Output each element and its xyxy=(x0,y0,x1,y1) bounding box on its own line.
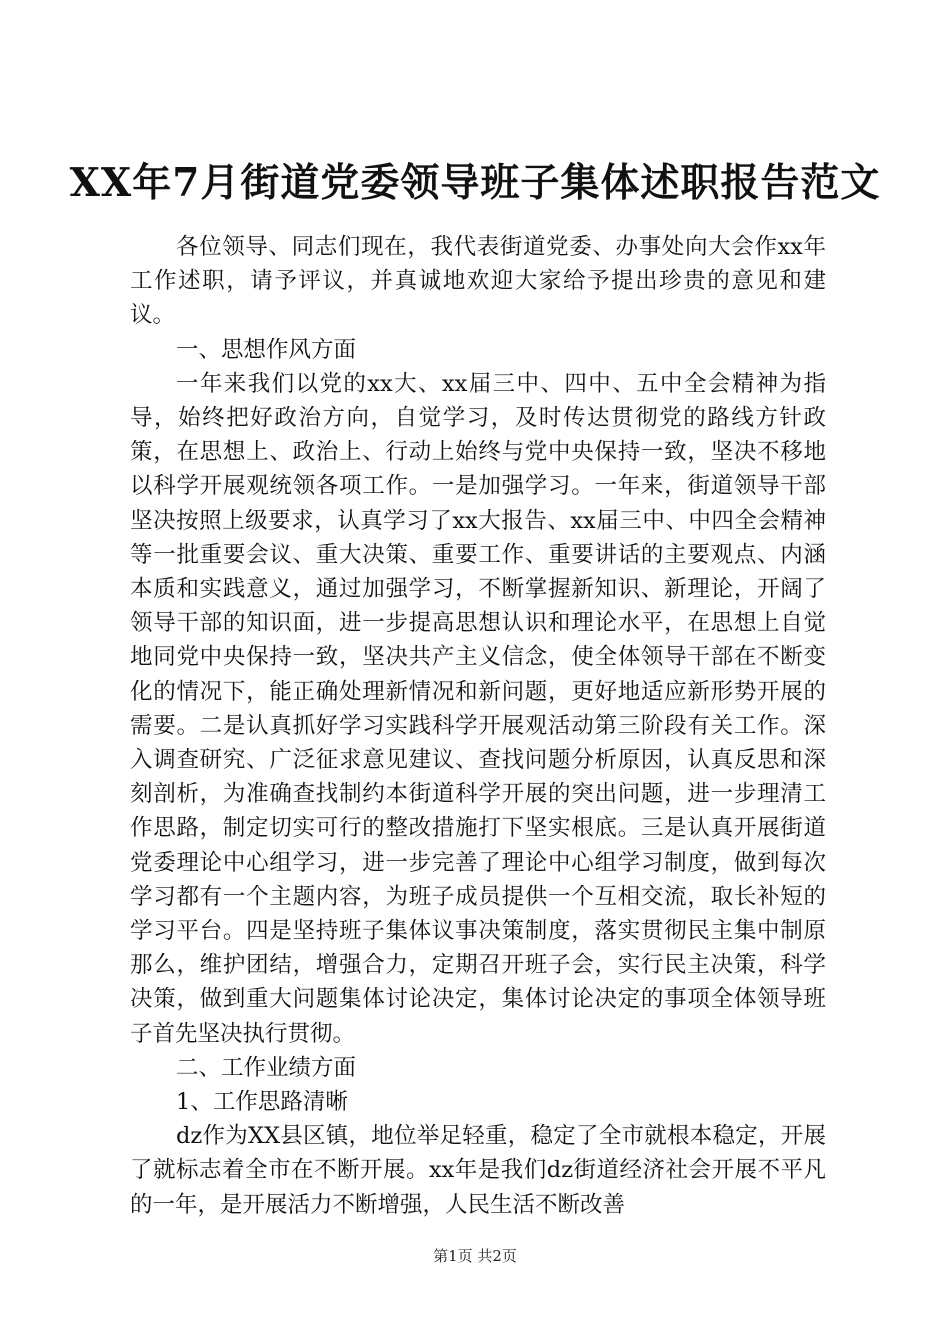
paragraph-intro: 各位领导、同志们现在，我代表街道党委、办事处向大会作xx年工作述职，请予评议，并真诚地欢迎大家给予提出珍贵的意见和建议。 xyxy=(130,234,826,329)
paragraph-section-1: 一年来我们以党的xx大、xx届三中、四中、五中全会精神为指导，始终把好政治方向，自觉学习，及时传达贯彻党的路线方针政策，在思想上、政治上、行动上始终与党中央保持一致，坚决不移地以科学开展观统领各项工作。一是加强学习。一年来，街道领导干部坚决按照上级要求，认真学习了xx大报告、xx届三中、中四全会精神等一批重要会议、重大决策、重要工作、重要讲话的主要观点、内涵本质和实践意义，通过加强学习，不断掌握新知识、新理论，开阔了领导干部的知识面，进一步提高思想认识和理论水平，在思想上自觉地同党中央保持一致，坚决共产主义信念，使全体领导干部在不断变化的情况下，能正确处理新情况和新问题，更好地适应新形势开展的需要。二是认真抓好学习实践科学开展观活动第三阶段有关工作。深入调查研究、广泛征求意见建议、查找问题分析原因，认真反思和深刻剖析，为准确查找制约本街道科学开展的突出问题，进一步理清工作思路，制定切实可行的整改措施打下坚实根底。三是认真开展街道党委理论中心组学习，进一步完善了理论中心组学习制度，做到每次学习都有一个主题内容，为班子成员提供一个互相交流，取长补短的学习平台。四是坚持班子集体议事决策制度，落实贯彻民主集中制原那么，维护团结，增强合力，定期召开班子会，实行民主决策，科学决策，做到重大问题集体讨论决定，集体讨论决定的事项全体领导班子首先坚决执行贯彻。 xyxy=(130,370,826,1047)
page-footer: 第1页 共2页 xyxy=(433,1247,517,1265)
document-title: XX年7月街道党委领导班子集体述职报告范文 xyxy=(69,160,881,206)
section-heading-1: 一、思想作风方面 xyxy=(176,336,357,363)
document-body xyxy=(130,230,826,1222)
section-heading-2: 二、工作业绩方面 xyxy=(176,1054,357,1081)
subsection-heading-1: 1、工作思路清晰 xyxy=(176,1089,348,1116)
paragraph-section-2: dz作为XX县区镇，地位举足轻重，稳定了全市就根本稳定，开展了就标志着全市在不断开展。xx年是我们dz街道经济社会开展不平凡的一年，是开展活力不断增强，人民生活不断改善 xyxy=(130,1123,826,1218)
